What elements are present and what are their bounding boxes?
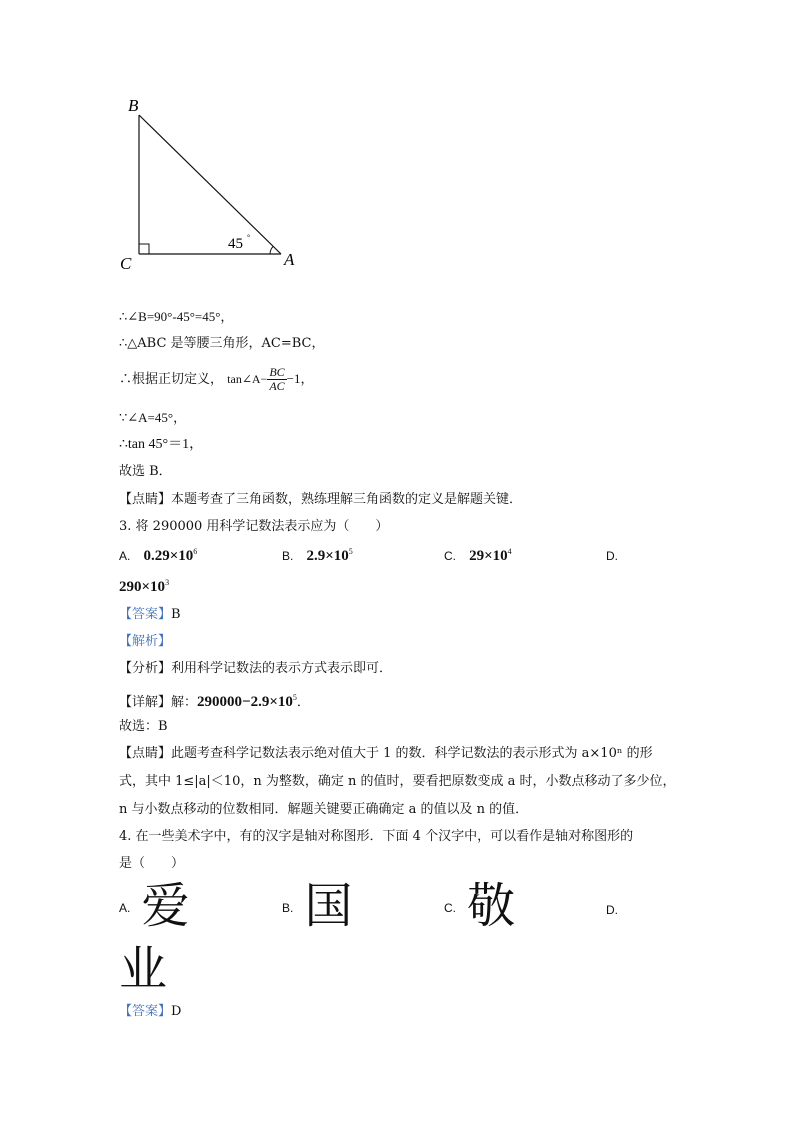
q3-option-b-value: 2.9×10 [306,548,349,564]
right-angle-mark [139,244,149,254]
q3-option-d-label: D. [606,549,618,563]
vertex-a-label: A [284,250,295,269]
angle-degree: ° [247,233,251,242]
angle-arc [270,246,273,254]
q4-answer-tag: 【答案】 [119,1004,172,1019]
solution-line-2: ∴△ABC 是等腰三角形，AC=BC， [119,336,325,351]
question-4-stem-line-2: 是（ ） [119,856,185,871]
q4-option-c[interactable] [444,880,515,932]
q3-analysis-tag: 【解析】 [119,634,172,649]
q3-option-a-label: A. [119,549,131,563]
q3-option-d-exponent: 3 [165,578,170,587]
q4-option-a[interactable] [119,880,189,932]
q3-comment-line-1: 【点睛】此题考查科学记数法表示绝对值大于 1 的数．科学记数法的表示形式为 a×10ⁿ 的形 [119,746,653,761]
q4-answer-value: D [171,1004,182,1019]
q3-answer-value: B [171,607,181,622]
vertex-b-label: B [128,96,139,115]
q4-option-a-label: A. [119,901,131,915]
q3-option-d[interactable] [119,576,169,596]
q3-option-c-label: C. [444,549,456,563]
q3-answer [119,606,181,624]
side-ab [139,115,281,254]
q3-option-a-exponent: 6 [193,547,198,556]
vertex-c-label: C [120,254,132,273]
q3-comment-line-3: n 与小数点移动的位数相同．解题关键要正确确定 a 的值以及 n 的值． [119,802,529,817]
fraction-denominator: AC [269,379,285,393]
q3-detail-exponent: 5 [292,693,297,702]
solution-line-3 [119,362,314,397]
q4-option-d-label: D. [606,903,618,917]
tan-expression: tan∠A− [227,372,268,386]
solution-line-4: ∵∠A=45°， [119,410,187,425]
q3-detail-prefix: 【详解】解： [119,695,198,710]
q4-option-b-label: B. [282,901,294,915]
q4-option-d-label-wrap[interactable] [606,899,618,918]
q3-choose: 故选：B [119,719,168,734]
q4-option-d[interactable] [119,943,167,995]
q4-option-b-char: 国 [304,878,353,934]
question-3-stem: 3. 将 290000 用科学记数法表示应为（ ） [119,519,389,534]
q3-answer-tag: 【答案】 [119,607,172,622]
q3-option-b[interactable] [282,545,353,565]
q3-detail [119,689,310,712]
q4-answer [119,1003,181,1021]
q3-option-d-label-wrap[interactable] [606,545,618,564]
solution-choose: 故选 B． [119,464,172,479]
solution-line-1: ∴∠B=90°-45°=45°， [119,309,234,324]
q4-option-c-label: C. [444,901,456,915]
q3-option-d-value: 290×10 [119,579,166,595]
fraction-numerator: BC [269,365,285,379]
q4-option-b[interactable] [282,880,352,932]
q3-option-b-label: B. [282,549,294,563]
q3-comment-line-2: 式，其中 1≤|a|＜10，n 为整数，确定 n 的值时，要看把原数变成 a 时，小数点移动了多少位， [119,774,676,789]
q3-detail-suffix: ． [296,695,310,710]
q3-detail-math: 290000−2.9×10 [197,694,293,710]
solution-comment: 【点睛】本题考查了三角函数，熟练理解三角函数的定义是解题关键． [119,492,523,507]
solution-line-5: ∴tan 45°＝1， [119,437,204,452]
q3-analysis: 【分析】利用科学记数法的表示方式表示即可． [119,661,393,676]
q3-option-c[interactable] [444,545,512,565]
tan-fraction [267,366,286,393]
q3-option-c-exponent: 4 [507,547,512,556]
angle-label: 45 [228,236,243,252]
q3-option-a[interactable] [119,545,197,565]
q3-option-a-value: 0.29×10 [143,548,194,564]
right-triangle-figure [110,90,320,275]
q4-option-d-char: 业 [119,941,168,997]
q3-option-b-exponent: 5 [348,547,353,556]
q4-option-a-char: 爱 [141,878,190,934]
tan-result: −1， [286,371,314,386]
q3-option-c-value: 29×10 [469,548,508,564]
q4-option-c-char: 敬 [467,878,516,934]
question-4-stem-line-1: 4. 在一些美术字中，有的汉字是轴对称图形．下面 4 个汉字中，可以看作是轴对称图形的 [119,829,634,844]
solution-line-3-prefix: ∴根据正切定义， [119,372,224,387]
